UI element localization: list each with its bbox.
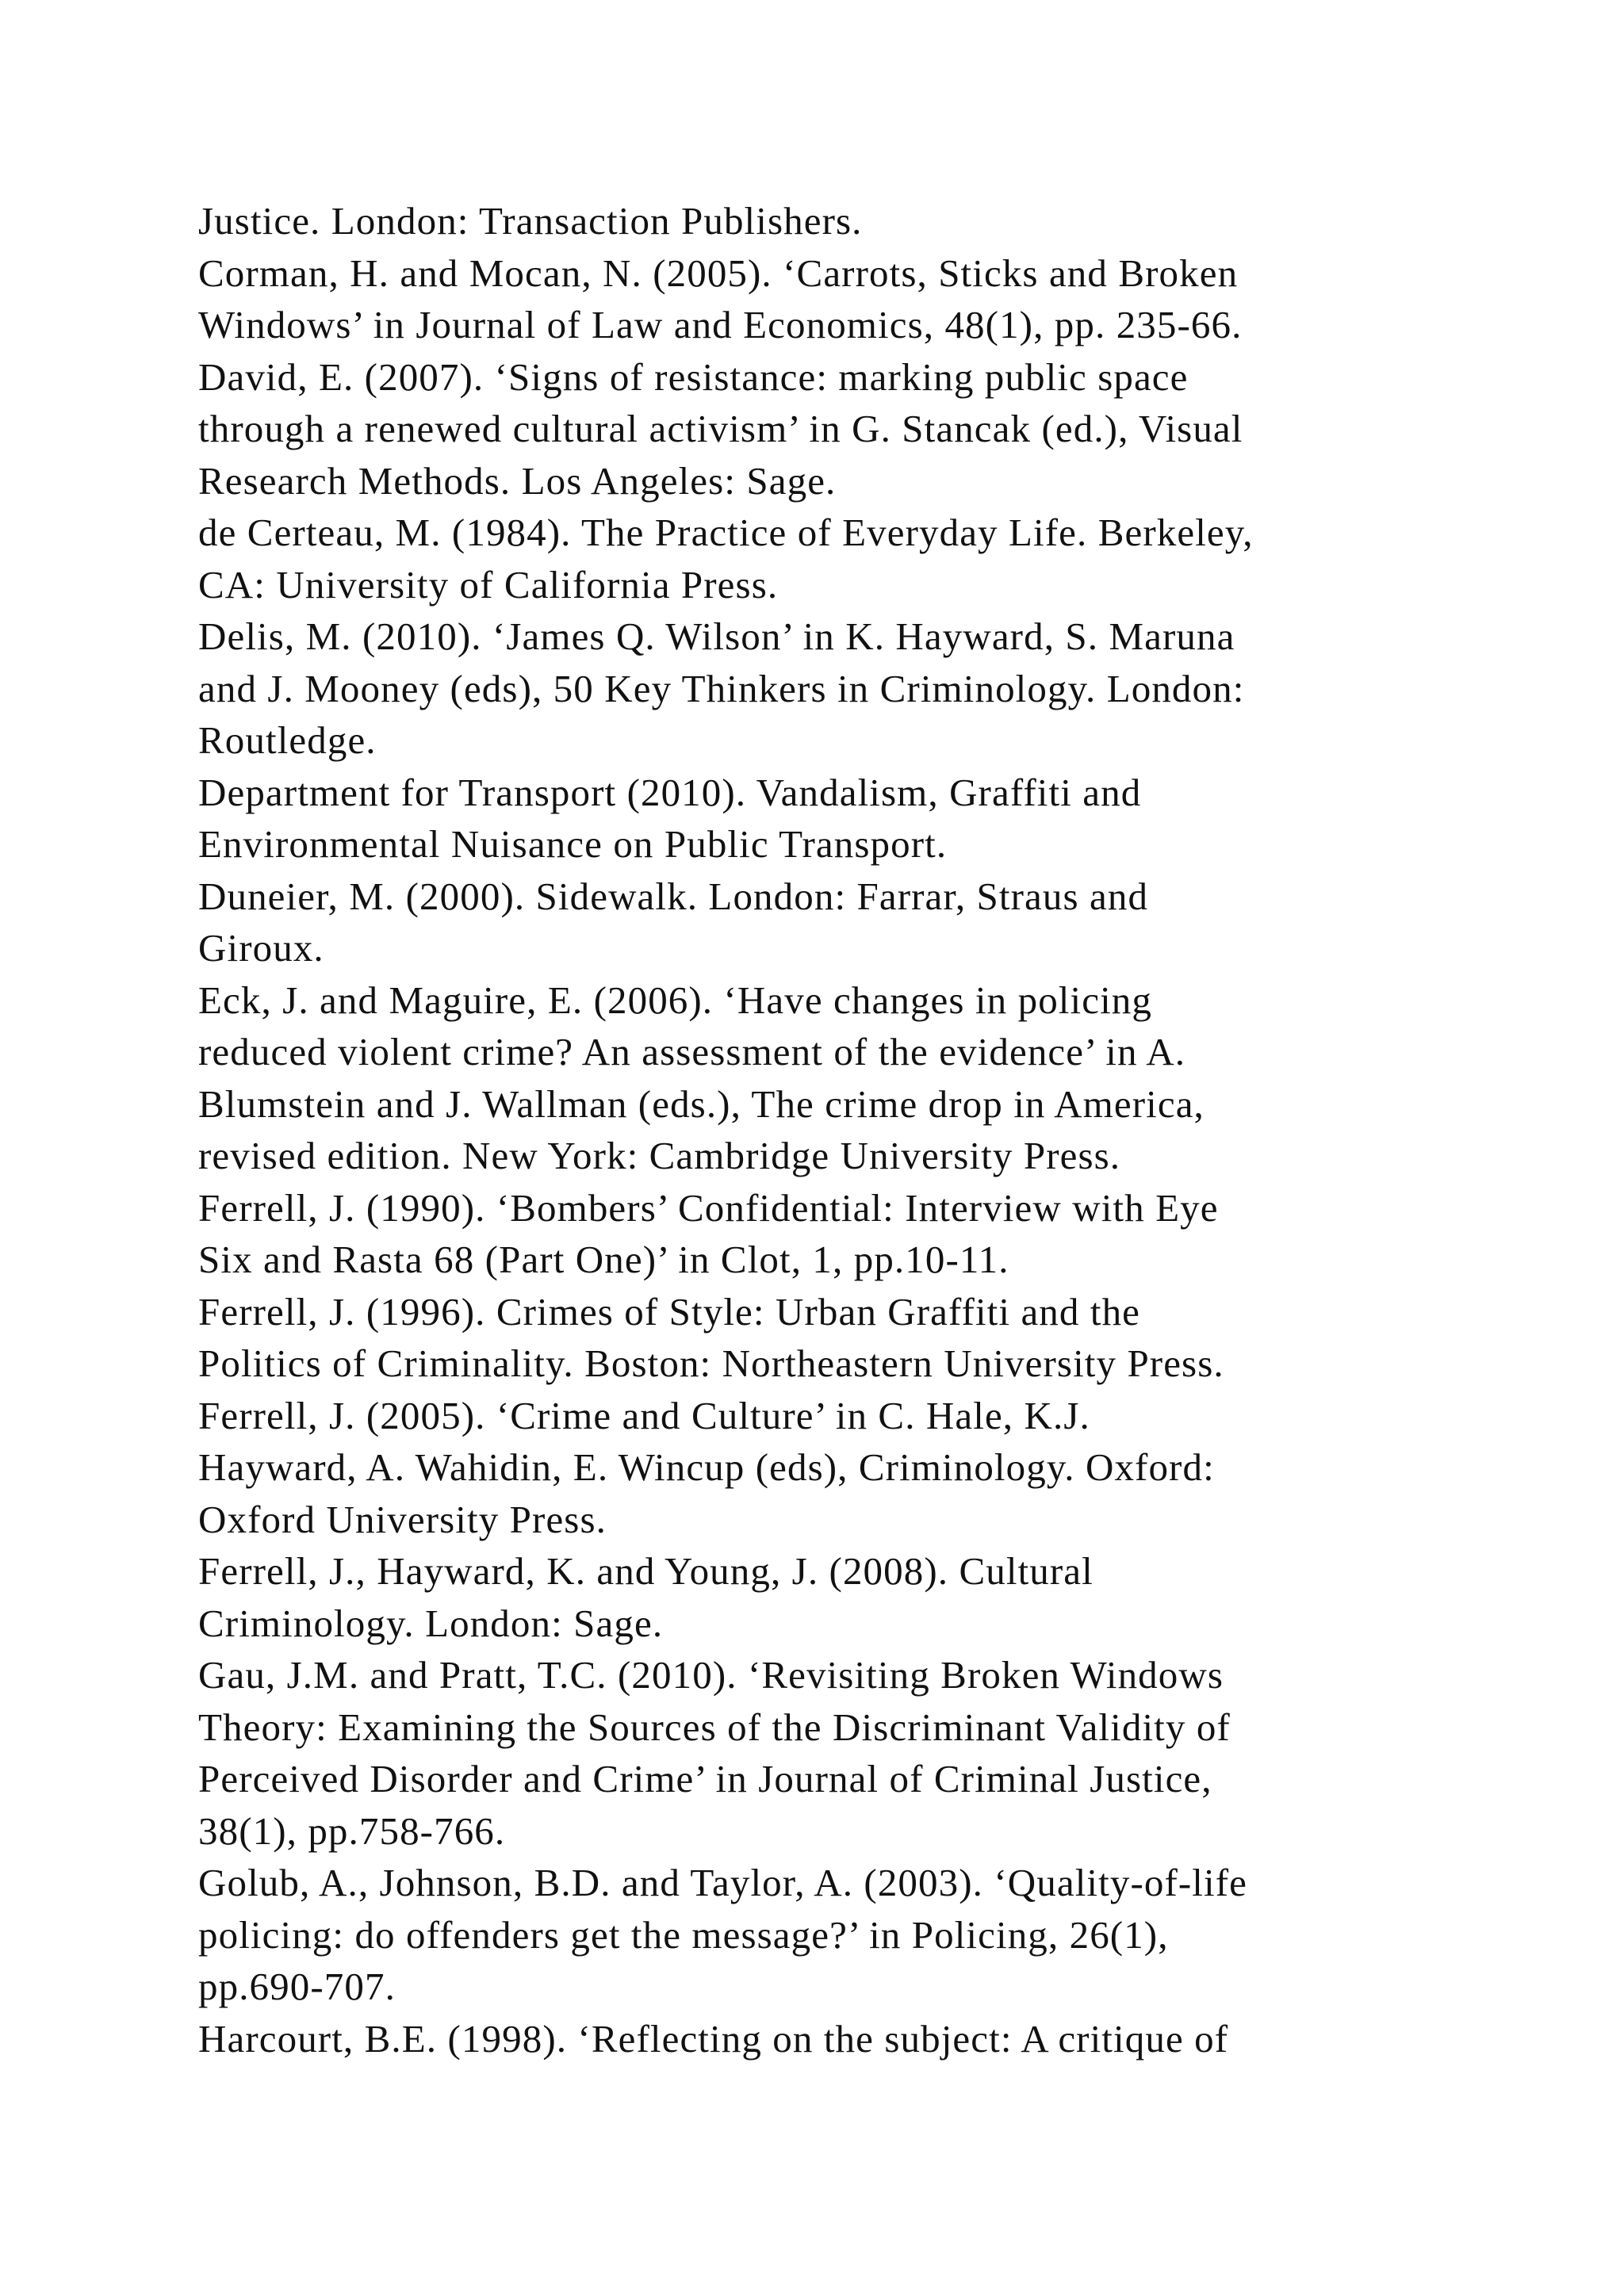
reference-line-02: Corman, H. and Mocan, N. (2005). ‘Carrots, Sticks and Broken: [198, 251, 1239, 295]
reference-line-35: pp.690-707.: [198, 1965, 396, 2008]
reference-line-18: Blumstein and J. Wallman (eds.), The crime drop in America,: [198, 1081, 1205, 1126]
reference-line-19: revised edition. New York: Cambridge University Press.: [198, 1134, 1121, 1177]
reference-line-21: Six and Rasta 68 (Part One)’ in Clot, 1, pp.10-11.: [198, 1238, 1009, 1281]
reference-list: [198, 195, 1483, 2064]
reference-line-34: policing: do offenders get the message?’ in Policing, 26(1),: [198, 1912, 1169, 1957]
reference-line-22: Ferrell, J. (1996). Crimes of Style: Urban Graffiti and the: [198, 1289, 1141, 1334]
reference-line-17: reduced violent crime? An assessment of the evidence’ in A.: [198, 1030, 1186, 1073]
reference-line-08: CA: University of California Press.: [198, 562, 779, 607]
reference-line-05: through a renewed cultural activism’ in G. Stancak (ed.), Visual: [198, 407, 1243, 450]
reference-line-12: Department for Transport (2010). Vandalism, Graffiti and: [198, 770, 1142, 814]
reference-line-11: Routledge.: [198, 718, 377, 762]
reference-line-07: de Certeau, M. (1984). The Practice of Everyday Life. Berkeley,: [198, 511, 1254, 554]
reference-line-28: Criminology. London: Sage.: [198, 1601, 664, 1645]
reference-line-30: Theory: Examining the Sources of the Discriminant Validity of: [198, 1705, 1231, 1749]
reference-line-31: Perceived Disorder and Crime’ in Journal of Criminal Justice,: [198, 1757, 1212, 1800]
reference-line-24: Ferrell, J. (2005). ‘Crime and Culture’ in C. Hale, K.J.: [198, 1393, 1090, 1437]
reference-line-04: David, E. (2007). ‘Signs of resistance: marking public space: [198, 354, 1189, 399]
reference-line-32: 38(1), pp.758-766.: [198, 1808, 506, 1853]
reference-line-26: Oxford University Press.: [198, 1497, 607, 1541]
reference-line-36: Harcourt, B.E. (1998). ‘Reflecting on the subject: A critique of: [198, 2016, 1229, 2061]
reference-line-20: Ferrell, J. (1990). ‘Bombers’ Confidential: Interview with Eye: [198, 1185, 1219, 1230]
reference-line-25: Hayward, A. Wahidin, E. Wincup (eds), Criminology. Oxford:: [198, 1445, 1215, 1489]
reference-line-29: Gau, J.M. and Pratt, T.C. (2010). ‘Revisiting Broken Windows: [198, 1653, 1224, 1697]
reference-line-23: Politics of Criminality. Boston: Northeastern University Press.: [198, 1341, 1224, 1385]
reference-line-27: Ferrell, J., Hayward, K. and Young, J. (2008). Cultural: [198, 1549, 1094, 1593]
reference-line-15: Giroux.: [198, 926, 324, 970]
reference-line-33: Golub, A., Johnson, B.D. and Taylor, A. (2003). ‘Quality-of-life: [198, 1861, 1247, 1904]
reference-line-01: Justice. London: Transaction Publishers.: [198, 199, 863, 243]
reference-line-09: Delis, M. (2010). ‘James Q. Wilson’ in K. Hayward, S. Maruna: [198, 614, 1235, 658]
reference-line-14: Duneier, M. (2000). Sidewalk. London: Farrar, Straus and: [198, 874, 1149, 918]
reference-line-13: Environmental Nuisance on Public Transport.: [198, 822, 948, 866]
reference-line-10: and J. Mooney (eds), 50 Key Thinkers in Criminology. London:: [198, 666, 1245, 710]
reference-line-06: Research Methods. Los Angeles: Sage.: [198, 458, 837, 503]
reference-line-03: Windows’ in Journal of Law and Economics, 48(1), pp. 235-66.: [198, 303, 1243, 346]
reference-line-16: Eck, J. and Maguire, E. (2006). ‘Have changes in policing: [198, 978, 1152, 1022]
